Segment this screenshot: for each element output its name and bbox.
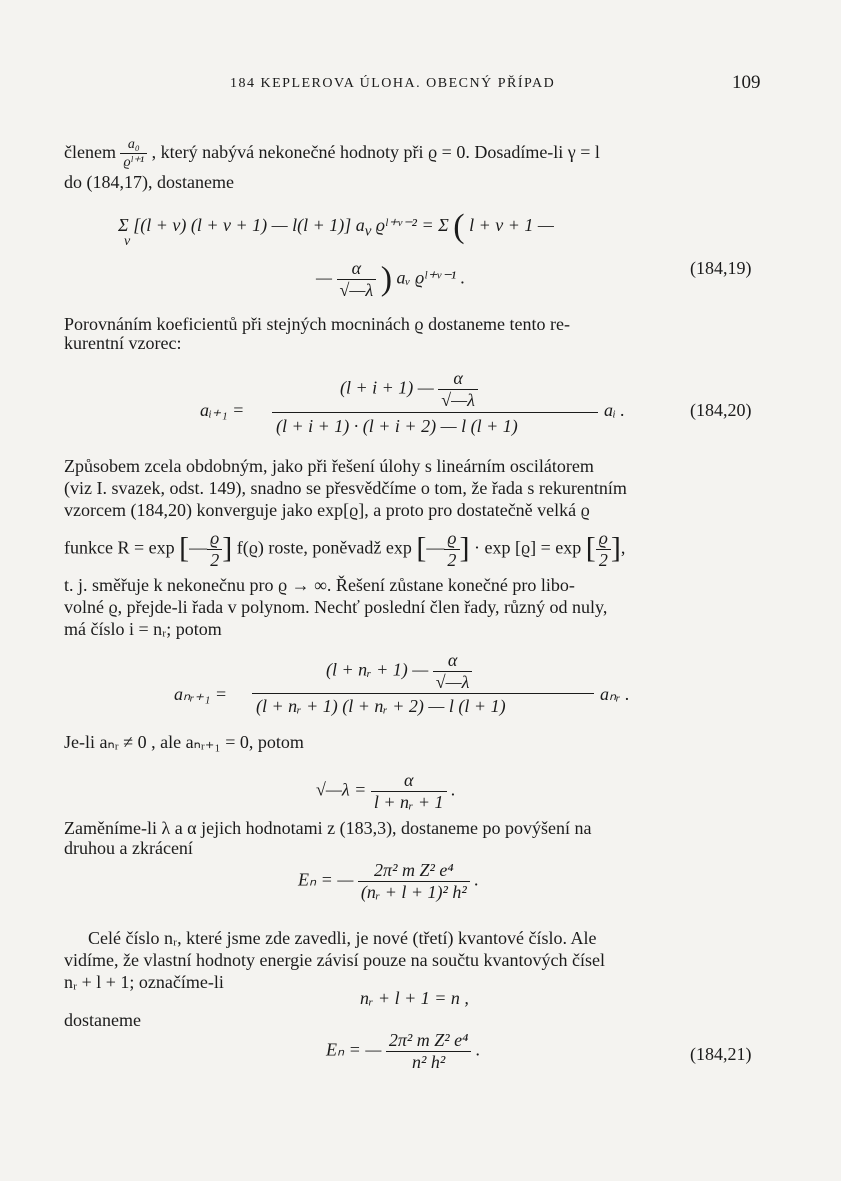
paragraph-line: (viz I. svazek, odst. 149), snadno se přesvědčíme o tom, že řada s rekurentním [64, 478, 627, 498]
fraction-denominator: (nᵣ + l + 1)² h² [360, 882, 467, 902]
subscript: ν [364, 223, 372, 240]
text-run: · exp [ϱ] = exp [474, 537, 582, 558]
paragraph-line: Celé číslo nᵣ, které jsme zde zavedli, je nové (třetí) kvantové číslo. Ale [88, 928, 597, 948]
equation-anr-rhs: aₙᵣ . [600, 684, 630, 704]
page-number: 109 [732, 72, 761, 93]
fraction [444, 528, 459, 571]
fraction-denominator: l + nᵣ + 1 [373, 792, 444, 812]
text-run: (l + i + 1) — [340, 377, 434, 398]
equation-number: (184,20) [690, 400, 752, 420]
equation-184-21: Eₙ = — $\frac{\text{2π² m Z² e⁴}}{\text{n² h²}}$ . [326, 1030, 481, 1072]
running-header [0, 72, 841, 102]
fraction-numerator: a₀ [120, 137, 147, 154]
fraction-numerator: 2π² m Z² e⁴ [386, 1030, 472, 1052]
fraction-denominator: 2 [598, 550, 608, 570]
fraction [337, 258, 377, 301]
fraction-numerator: 2π² m Z² e⁴ [358, 860, 470, 882]
text-run: ϱˡ⁺ᵛ⁻² = Σ [375, 215, 449, 235]
equation-n-definition: nᵣ + l + 1 = n , [360, 988, 469, 1008]
equation-anr-denominator: (l + nᵣ + 1) (l + nᵣ + 2) — l (l + 1) [256, 696, 506, 716]
fraction-denominator: √—λ [441, 390, 475, 410]
text-run: členem [64, 142, 116, 163]
sum-subscript: ν [124, 234, 131, 249]
fraction-bar [252, 693, 594, 694]
fraction-numerator: ϱ [207, 528, 222, 550]
bracket: ] [610, 531, 621, 565]
equation-184-20-rhs: aᵢ . [604, 400, 625, 420]
fraction-numerator: α [371, 770, 447, 792]
text-run: — [316, 267, 333, 288]
paragraph-line: nᵣ + l + 1; označíme-li [64, 972, 224, 992]
equation-anr-lhs: aₙᵣ₊₁ = [174, 684, 228, 704]
fraction-bar [272, 412, 598, 413]
fraction-numerator: α [433, 650, 473, 672]
equation-number: (184,21) [690, 1044, 752, 1064]
paragraph-line: Porovnáním koeficientů při stejných mocninách ϱ dostaneme tento re- [64, 314, 571, 334]
text-run: √—λ = [316, 779, 367, 800]
fraction [371, 770, 447, 813]
equation-184-19-line1 [118, 208, 554, 246]
paragraph-line: Zaměníme-li λ a α jejich hodnotami z (183,3), dostaneme po povýšení na [64, 818, 592, 838]
text-run: f(ϱ) roste, poněvadž exp [236, 537, 412, 558]
paragraph-line: Způsobem zcela obdobným, jako při řešení úlohy s lineárním oscilátorem [64, 456, 594, 476]
running-title: 184 KEPLEROVA ÚLOHA. OBECNÝ PŘÍPAD [230, 76, 556, 91]
text-run: , který nabývá nekonečné hodnoty při ϱ = 0. Dosadíme-li γ = l [151, 142, 600, 163]
fraction-numerator: α [438, 368, 478, 390]
paragraph-line: vzorcem (184,20) konverguje jako exp[ϱ], a proto pro dostatečně velká ϱ [64, 500, 590, 520]
equation-energy-1: Eₙ = — $\frac{\text{2π² m Z² e⁴}}{\text{(nᵣ + l + 1)² h²}}$ . [298, 860, 479, 902]
text-run: aᵥ ϱˡ⁺ᵛ⁻¹ . [396, 267, 466, 288]
large-parenthesis: ) [380, 260, 393, 298]
text-run: Σ [(l + ν) (l + ν + 1) — l(l + 1)] a [118, 215, 365, 235]
fraction [433, 650, 473, 693]
fraction-denominator: ϱˡ⁺¹ [123, 155, 145, 170]
fraction-denominator: √—λ [435, 672, 470, 692]
equation-184-20-lhs: aᵢ₊₁ = [200, 400, 245, 420]
bracket: [ [179, 531, 190, 565]
bracket: [ [585, 531, 596, 565]
fraction-denominator: √—λ [339, 280, 374, 300]
fraction-numerator: α [337, 258, 377, 280]
bracket: ] [459, 531, 470, 565]
text-run: (l + nᵣ + 1) — [326, 659, 429, 680]
equation-184-20-numerator [340, 368, 478, 411]
bracket: [ [416, 531, 427, 565]
equation-sqrt-lambda: √—λ = $\frac{\alpha}{\text{l + nᵣ + 1}}$ . [316, 770, 456, 812]
paragraph-line: volné ϱ, přejde-li řada v polynom. Nechť poslední člen řady, různý od nuly, [64, 597, 608, 617]
text-run: l + ν + 1 — [469, 215, 554, 235]
fraction-numerator: ϱ [444, 528, 459, 550]
paragraph-line: t. j. směřuje k nekonečnu pro ϱ → ∞. Řešení zůstane konečné pro libo- [64, 575, 575, 595]
paragraph-line [64, 137, 600, 171]
paragraph-line: druhou a zkrácení [64, 838, 193, 858]
fraction-denominator: 2 [447, 550, 457, 570]
fraction [386, 1030, 472, 1073]
fraction-denominator: n² h² [411, 1052, 446, 1072]
fraction [358, 860, 470, 903]
paragraph-line: kurentní vzorec: [64, 333, 182, 353]
fraction [120, 137, 147, 171]
paragraph-line: vidíme, že vlastní hodnoty energie závisí pouze na součtu kvantových čísel [64, 950, 606, 970]
equation-anr-numerator [326, 650, 472, 693]
text-run: Eₙ = — [326, 1039, 382, 1060]
fraction [207, 528, 222, 571]
fraction [438, 368, 478, 411]
paragraph-line-with-formula: funkce R = exp [— $\frac{ϱ}{2}$ ] f(ϱ) roste, poněvadž exp [— $\frac{ϱ}{2}$ ] · exp [ϱ] = exp [ $\frac{ϱ}{2}$ ], [64, 528, 626, 570]
equation-184-20-denominator: (l + i + 1) · (l + i + 2) — l (l + 1) [276, 416, 518, 436]
text-run: Eₙ = — [298, 869, 354, 890]
equation-number: (184,19) [690, 258, 752, 278]
paragraph-line: do (184,17), dostaneme [64, 172, 234, 192]
equation-184-19-line2 [316, 258, 465, 301]
paragraph-line: má číslo i = nᵣ; potom [64, 619, 222, 639]
paragraph-line: Je-li aₙᵣ ≠ 0 , ale aₙᵣ₊₁ = 0, potom [64, 732, 304, 752]
paragraph-line: dostaneme [64, 1010, 141, 1030]
fraction-denominator: 2 [210, 550, 220, 570]
text-run: funkce R = exp [64, 537, 175, 558]
large-parenthesis: ( [453, 208, 465, 245]
fraction [596, 528, 611, 571]
bracket: ] [222, 531, 233, 565]
fraction-numerator: ϱ [596, 528, 611, 550]
